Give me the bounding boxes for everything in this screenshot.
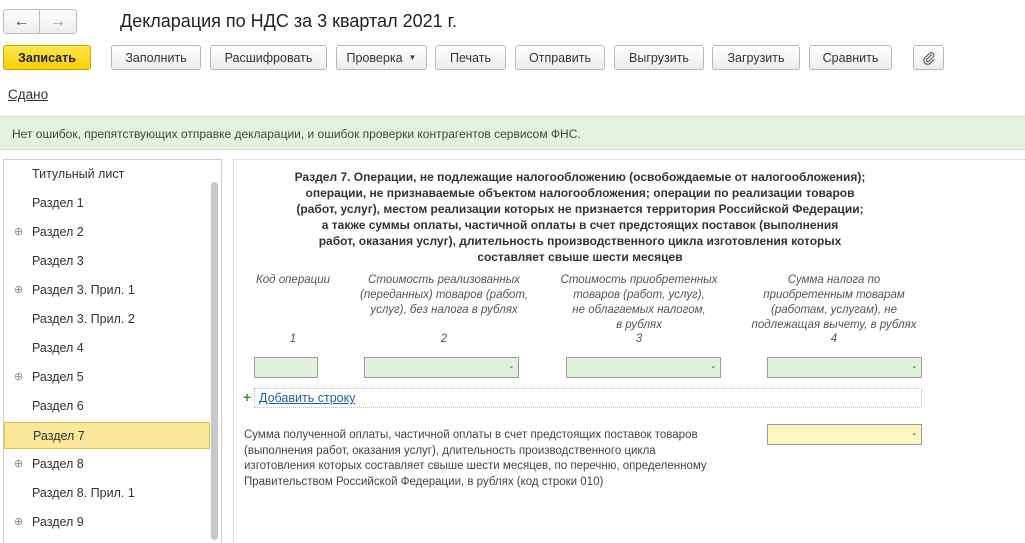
import-button[interactable]: Загрузить bbox=[712, 45, 800, 70]
sidebar-item-section-3-app-2[interactable] bbox=[4, 306, 210, 333]
arrow-left-icon: ← bbox=[13, 12, 30, 30]
advance-payment-label: Сумма полученной оплаты, частичной оплаты в счет предстоящих поставок товаров (выполнения работ, оказания услуг), длительность производственного цикла изготовления которых составляет свыше шести месяцев, по перечню, определенному Правительством Российской Федерации, в рублях (код строки 010) bbox=[244, 429, 707, 488]
column-number-1: 1 bbox=[289, 333, 297, 345]
sidebar-item-section-7[interactable] bbox=[4, 422, 210, 449]
section-title: Раздел 7. Операции, не подлежащие налогообложению (освобождаемые от налогообложения); операции, не признаваемые объектом налогообложения; операции по реализации товаров (работ, услуг), местом реализации которых не признается территория Российской Федерации; а также суммы оплаты, частичной оплаты в счет предстоящих поставок (выполнения работ, оказания услуг), длительность производственного цикла изготовления которых составляет свыше шести месяцев bbox=[294, 170, 866, 264]
purchased-cost-input[interactable]: - bbox=[566, 357, 721, 378]
plus-icon: + bbox=[243, 389, 252, 405]
sidebar-item-label: Раздел 8. Прил. 1 bbox=[32, 486, 135, 500]
back-button[interactable] bbox=[3, 9, 40, 34]
attach-button[interactable] bbox=[913, 45, 944, 70]
column-number-3: 3 bbox=[635, 333, 643, 345]
paperclip-icon bbox=[922, 51, 936, 65]
history-navigation bbox=[3, 9, 77, 34]
sidebar-item-section-8[interactable] bbox=[4, 451, 210, 478]
sidebar-item-label: Раздел 3. Прил. 2 bbox=[32, 312, 135, 326]
sidebar-item-label: Раздел 2 bbox=[32, 225, 84, 239]
sidebar-item-section-6[interactable] bbox=[4, 393, 210, 420]
expand-icon[interactable]: ⊕ bbox=[14, 226, 24, 238]
expand-icon[interactable]: ⊕ bbox=[14, 284, 24, 296]
sidebar-item-label: Раздел 7 bbox=[33, 429, 85, 443]
toolbar bbox=[0, 45, 1025, 71]
arrow-right-icon: → bbox=[50, 12, 66, 30]
sidebar-item-section-8-app-1[interactable] bbox=[4, 480, 210, 507]
operation-code-input[interactable] bbox=[254, 357, 318, 378]
sidebar-scrollbar[interactable] bbox=[211, 182, 218, 540]
sidebar-item-section-1[interactable] bbox=[4, 190, 210, 217]
advance-payment-input[interactable]: - bbox=[767, 424, 922, 445]
export-button[interactable]: Выгрузить bbox=[614, 45, 704, 70]
sidebar-item-section-4[interactable] bbox=[4, 335, 210, 362]
expand-icon[interactable]: ⊕ bbox=[14, 371, 24, 383]
page-title: Декларация по НДС за 3 квартал 2021 г. bbox=[120, 11, 457, 31]
info-bar bbox=[0, 116, 1025, 150]
section-list bbox=[3, 159, 222, 543]
sidebar-item-section-3-app-1[interactable] bbox=[4, 277, 210, 304]
sidebar-item-section-2[interactable] bbox=[4, 219, 210, 246]
sidebar-item-label: Раздел 1 bbox=[32, 196, 84, 210]
decode-button[interactable]: Расшифровать bbox=[210, 45, 327, 70]
column-header-tax-not-deductible: Сумма налога по приобретенным товарам (работам, услугам), не подлежащая вычету, в рублях bbox=[751, 274, 917, 331]
sidebar-item-label: Раздел 8 bbox=[32, 457, 84, 471]
sidebar-item-label: Раздел 5 bbox=[32, 370, 84, 384]
add-row-link[interactable]: Добавить строку bbox=[259, 391, 356, 405]
column-header-operation-code: Код операции bbox=[255, 274, 330, 286]
sold-cost-input[interactable]: - bbox=[364, 357, 519, 378]
sidebar-item-label: Раздел 4 bbox=[32, 341, 84, 355]
expand-icon[interactable]: ⊕ bbox=[14, 458, 24, 470]
column-number-4: 4 bbox=[830, 333, 838, 345]
tax-not-deductible-input[interactable]: - bbox=[767, 357, 922, 378]
send-button[interactable]: Отправить bbox=[515, 45, 605, 70]
save-button[interactable]: Записать bbox=[3, 45, 91, 70]
expand-icon[interactable]: ⊕ bbox=[14, 516, 24, 528]
status-strip bbox=[0, 80, 1025, 108]
sidebar-item-section-3[interactable] bbox=[4, 248, 210, 275]
sidebar-item-label: Раздел 3. Прил. 1 bbox=[32, 283, 135, 297]
forward-button[interactable] bbox=[40, 9, 77, 34]
chevron-down-icon: ▼ bbox=[408, 53, 417, 62]
column-header-purchased-cost: Стоимость приобретенных товаров (работ, услуг), не облагаемых налогом, в рублях bbox=[560, 274, 718, 331]
sidebar-item-section-5[interactable] bbox=[4, 364, 210, 391]
check-dropdown-button[interactable] bbox=[336, 45, 427, 70]
section-7-form bbox=[233, 159, 1025, 543]
fill-button[interactable]: Заполнить bbox=[111, 45, 201, 70]
status-link[interactable]: Сдано bbox=[8, 87, 49, 102]
sidebar-item-section-9[interactable] bbox=[4, 509, 210, 536]
compare-button[interactable]: Сравнить bbox=[809, 45, 892, 70]
sidebar-item-label: Титульный лист bbox=[32, 167, 125, 181]
info-message: Нет ошибок, препятствующих отправке декларации, и ошибок проверки контрагентов сервисом ФНС. bbox=[12, 127, 581, 141]
column-header-sold-cost: Стоимость реализованных (переданных) товаров (работ, услуг), без налога в рублях bbox=[360, 274, 528, 316]
check-button-label: Проверка bbox=[346, 50, 403, 65]
sidebar-item-label: Раздел 9 bbox=[32, 515, 84, 529]
sidebar-item-label: Раздел 6 bbox=[32, 399, 84, 413]
sidebar-item-label: Раздел 3 bbox=[32, 254, 84, 268]
print-button[interactable]: Печать bbox=[435, 45, 506, 70]
column-number-2: 2 bbox=[440, 333, 448, 345]
sidebar-item-title-page[interactable] bbox=[4, 161, 210, 188]
